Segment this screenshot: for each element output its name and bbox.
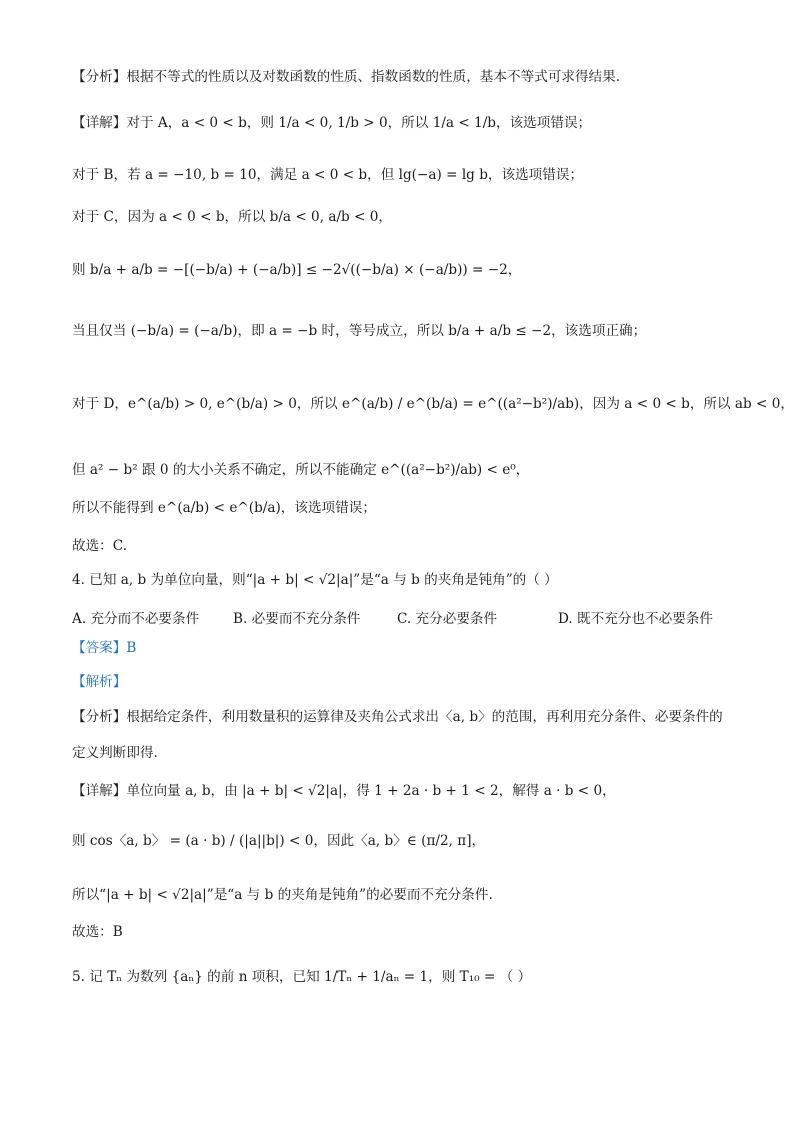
- explanation-header: 【解析】: [72, 674, 127, 690]
- question-5: 5. 记 Tₙ 为数列 {aₙ} 的前 n 项积，已知 1/Tₙ + 1/aₙ = 1，则 T₁₀ = （ ）: [72, 969, 532, 985]
- detail-line-4c: 所以“|a + b| < √2|a|”是“a 与 b 的夹角是钝角”的必要而不充分条件.: [72, 887, 493, 903]
- detail-line-d: 对于 D，e^(a/b) > 0, e^(b/a) > 0，所以 e^(a/b) / e^(b/a) = e^((a²−b²)/ab)，因为 a < 0 < b，所以 ab < 0，: [72, 396, 794, 412]
- question-4: 4. 已知 a, b 为单位向量，则“|a + b| < √2|a|”是“a 与 b 的夹角是钝角”的（ ）: [72, 572, 558, 588]
- detail-line-d2: 但 a² − b² 跟 0 的大小关系不确定，所以不能确定 e^((a²−b²)/ab) < e⁰，: [72, 462, 530, 478]
- detail-line-a: 【详解】对于 A，a < 0 < b，则 1/a < 0, 1/b > 0，所以 1/a < 1/b，该选项错误；: [72, 115, 592, 131]
- detail-line-4b: 则 cos〈a, b〉 = (a · b) / (|a||b|) < 0，因此〈a, b〉∈ (π/2, π]，: [72, 833, 486, 849]
- detail-line-b: 对于 B，若 a = −10, b = 10，满足 a < 0 < b，但 lg(−a) = lg b，该选项错误；: [72, 167, 584, 183]
- question-4-options: [72, 607, 752, 629]
- answer-line: 【答案】B: [72, 640, 137, 656]
- analysis-line-1: 【分析】根据不等式的性质以及对数函数的性质、指数函数的性质，基本不等式可求得结果.: [72, 69, 621, 85]
- option-a: A. 充分而不必要条件: [72, 611, 200, 627]
- detail-line-d3: 所以不能得到 e^(a/b) < e^(b/a)，该选项错误；: [72, 500, 376, 516]
- detail-line-c3: 当且仅当 (−b/a) = (−a/b)，即 a = −b 时，等号成立，所以 b/a + a/b ≤ −2，该选项正确；: [72, 323, 647, 339]
- detail-line-c2: 则 b/a + a/b = −[(−b/a) + (−a/b)] ≤ −2√((−b/a) × (−a/b)) = −2，: [72, 262, 522, 278]
- detail-line-c: 对于 C，因为 a < 0 < b，所以 b/a < 0, a/b < 0，: [72, 209, 393, 225]
- detail-line-4: 【详解】单位向量 a, b，由 |a + b| < √2|a|，得 1 + 2a · b + 1 < 2，解得 a · b < 0，: [72, 783, 616, 799]
- option-b: B. 必要而不充分条件: [233, 611, 361, 627]
- conclusion-line-b: 故选：B: [72, 924, 123, 940]
- conclusion-line-c: 故选：C.: [72, 538, 128, 554]
- option-c: C. 充分必要条件: [397, 611, 498, 627]
- analysis-line-2: 【分析】根据给定条件，利用数量积的运算律及夹角公式求出〈a, b〉的范围，再利用充分条件、必要条件的: [72, 709, 723, 725]
- analysis-line-2b: 定义判断即得.: [72, 745, 158, 761]
- option-d: D. 既不充分也不必要条件: [558, 611, 713, 627]
